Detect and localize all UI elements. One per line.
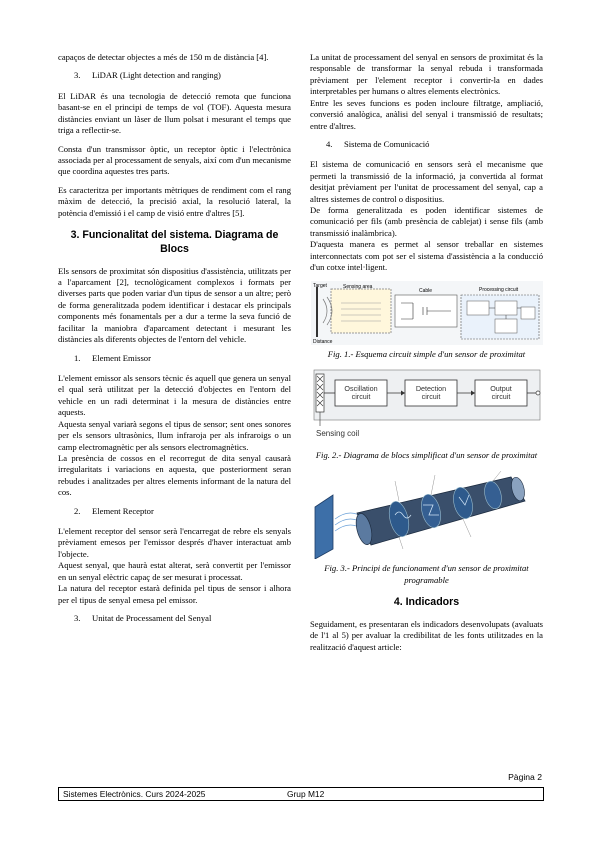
- paragraph: Es caracteritza per importants mètriques de rendiment com el rang màxim de detecció, la precisió axial, la resolució lateral, la potència d'emissió i el camp de visió entre d'altres [5].: [58, 184, 291, 218]
- sensing-coil-shape: [316, 374, 324, 412]
- fig1-label-sensing-area: Sensing area: [342, 283, 372, 290]
- figure-3-caption: Fig. 3.- Principi de funcionament d'un sensor de proximitat programable: [324, 563, 529, 585]
- fig1-label-processing: Processing circuit: [478, 286, 518, 293]
- detection-circuit-label: Detection circuit: [415, 384, 446, 402]
- sensing-coil-label: Sensing coil: [315, 429, 359, 439]
- subsection-heading-processament: 3. Unitat de Processament del Senyal: [74, 612, 212, 623]
- subsection-heading-receptor: 2. Element Receptor: [74, 505, 154, 516]
- paragraph: D'aquesta manera es permet al sensor treballar en sistemes interconnectats com pot ser el sistema d'assistència a la conducció d'un cotxe intel·ligent.: [310, 239, 543, 273]
- fig1-label-distance: Distance: [312, 338, 332, 345]
- paragraph: La natura del receptor estarà definida pel tipus de sensor i alhora per el tipus de senyal emesa pel emissor.: [58, 583, 291, 605]
- oscillation-circuit-label: Oscillation circuit: [343, 384, 378, 402]
- paragraph: L'element emissor als sensors tècnic és aquell que genera un senyal el qual serà utilitzat per la detecció d'objectes en l'entorn del vehicle en un radi determinat i la mesura de distàncies entre aquests.: [58, 372, 291, 418]
- paragraph: Consta d'un transmissor òptic, un receptor òptic i l'electrònica associada per al processament de senyals, així com d'un mecanisme que coordina aquestes tres parts.: [58, 143, 291, 177]
- output-circuit-label: Output circuit: [489, 384, 512, 402]
- paragraph: Seguidament, es presentaran els indicadors desenvolupats (avaluats de l'1 al 5) per avaluar la credibilitat de les fonts utilitzades en la realització d'aquest article:: [310, 619, 543, 652]
- paragraph: La presència de cossos en el recorregut de dita senyal causarà irregularitats i variacions en aquesta, que posteriorment seran rebudes i analitzades per altres elements informant de la natura del cos.: [58, 452, 291, 498]
- paragraph: Aquest senyal, que haurà estat alterat, serà convertit per l'emissor en un senyal elèctric capaç de ser mesurat i processat.: [58, 560, 291, 582]
- section-heading-3: 3. Funcionalitat del sistema. Diagrama de Blocs: [70, 229, 279, 255]
- section-heading-4: 4. Indicadors: [393, 596, 460, 609]
- figure-3-sensor-illustration: [311, 467, 543, 559]
- paragraph: L'element receptor del sensor serà l'encarregat de rebre els senyals prèviament emesos per l'emissor després d'haver interactuat amb l'objecte.: [58, 526, 291, 559]
- figure-1-caption: Fig. 1.- Esquema circuit simple d'un sensor de proximitat: [327, 348, 526, 359]
- paragraph: El LiDAR és una tecnologia de detecció remota que funciona basant-se en el principi de temps de vol (TOF). Aquesta mesura distàncies enviant un làser de llum polsat i mesurant el temps que triga a reflectir-se.: [58, 90, 291, 136]
- footer: [58, 787, 544, 801]
- figure-2-caption: Fig. 2.- Diagrama de blocs simplificat d'un sensor de proximitat: [315, 450, 538, 461]
- paragraph: El sistema de comunicació en sensors serà el mecanisme que permeti la transmissió de la informació, ja convertida al format desitjat prèviament per l'unitat de processament del senyal, cap a altres sistemes de control o dispositius.: [310, 159, 543, 204]
- paragraph: De forma generalitzada es poden identificar sistemes de comunicació per fils (amb presència de cablejat) i sense fils (amb transmissió inalàmbrica).: [310, 205, 543, 238]
- figure-1-circuit: [311, 281, 543, 345]
- footer-course: Sistemes Electrònics. Curs 2024-2025: [63, 789, 206, 799]
- paragraph: Els sensors de proximitat són dispositius d'assistència, utilitzats per a l'aparcament [2], tecnològicament complexos i formats per diverses parts que poden variar d'un tipus de sensor a un altre; però de forma generalitzada podem identificar i destacar els principals components més fonamentals per a dur a terme la seva funció de facilitar la maniobra d'aparcament detectant i mesurant les distàncies als diferents objectes de l'entorn del vehicle.: [58, 265, 291, 345]
- fig1-label-cable: Cable: [418, 287, 432, 294]
- fig1-label-target: Target: [312, 282, 327, 289]
- paragraph: Aquesta senyal variarà segons el tipus de sensor; sent ones sonores per els sensors ultrasònics, llum infraroja per als infraroigs o un camp electromagnètic per als sensors electromagnètics.: [58, 418, 291, 452]
- subsection-heading-lidar: 3. LiDAR (Light detection and ranging): [74, 70, 221, 81]
- page-number: Pàgina 2: [508, 772, 542, 782]
- paragraph: La unitat de processament del senyal en sensors de proximitat és la responsable de transformar la senyal rebuda i transformada prèviament per l'element receptor i convertir-la en dades interpretables per humans o altres elements electrònics.: [310, 52, 543, 97]
- subsection-heading-emissor: 1. Element Emissor: [74, 352, 151, 363]
- footer-group: Grup M12: [287, 789, 325, 799]
- subsection-heading-comunicacio: 4. Sistema de Comunicació: [326, 138, 430, 149]
- figure-2-block-diagram: [311, 366, 543, 446]
- paragraph: capaços de detectar objectes a més de 150 m de distància [4].: [58, 52, 269, 62]
- paragraph: Entre les seves funcions es poden incloure filtratge, ampliació, conversió analògica, anàlisi del senyal i transmissió de resultats; entre d'altres.: [310, 97, 543, 131]
- sensing-area: [331, 289, 391, 333]
- left-column: [58, 52, 291, 633]
- right-column: [310, 52, 543, 660]
